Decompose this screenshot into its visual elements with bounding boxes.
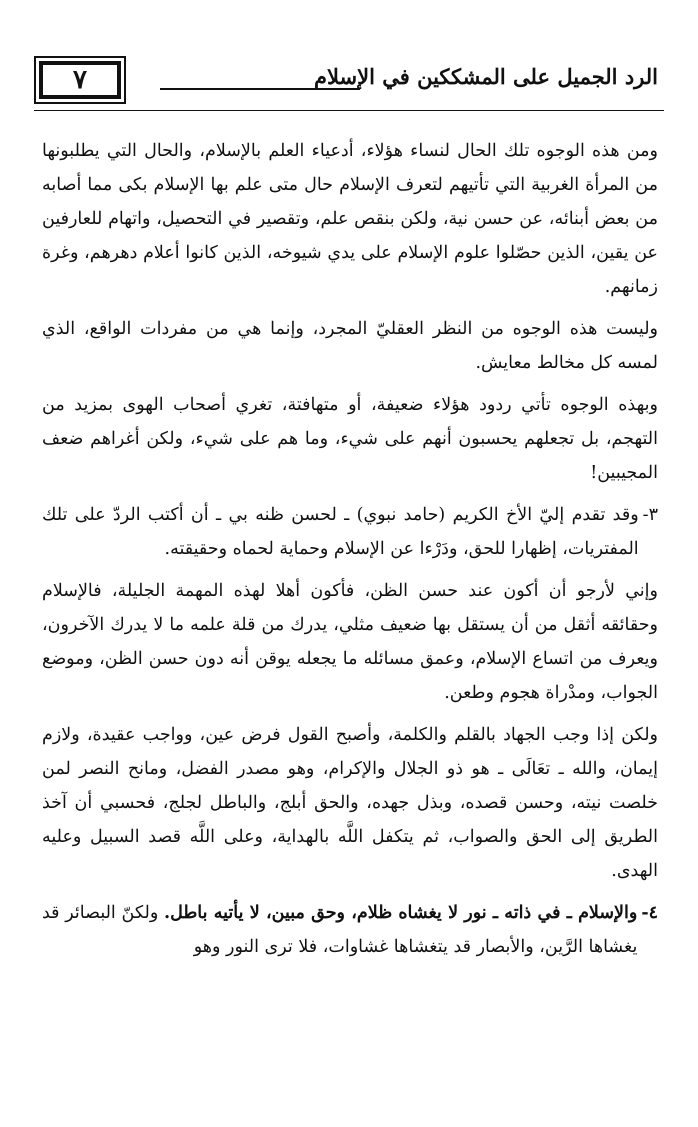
list-item-4 (42, 896, 658, 964)
list-number-3: ٣- (642, 505, 658, 525)
list-text-4 (42, 896, 637, 964)
list-number-4: ٤- (641, 903, 658, 923)
list-text-3: وقد تقدم إليّ الأخ الكريم (حامد نبوي) ـ لحسن ظنه بي ـ أن أكتب الردّ على تلك المفتريات، إظهارا للحق، ودَرْءا عن الإسلام وحماية لحماه وحقيقته. (42, 505, 639, 559)
paragraph-1: ومن هذه الوجوه تلك الحال لنساء هؤلاء، أدعياء العلم بالإسلام، والحال التي يطلبونها من المرأة الغربية التي تأتيهم لتعرف الإسلام حال متى علم بها الإسلام بكى مما أصابه من بعض أبنائه، عن حسن نية، ولكن بنقص علم، وتقصير في التحصيل، واتهام للعارفين عن يقين، الذين حصّلوا علوم الإسلام على يدي شيوخه، الذين كانوا أعلام دهرهم، وغرة زمانهم. (42, 141, 658, 297)
running-title: الرد الجميل على المشككين في الإسلام (314, 64, 658, 89)
paragraph-5: ولكن إذا وجب الجهاد بالقلم والكلمة، وأصبح القول فرض عين، وواجب عقيدة، ولازم إيمان، والله ـ تعَالَى ـ هو ذو الجلال والإكرام، وهو مصدر الفضل، ومانح النصر لمن خلصت نيته، وحسن قصده، وبذل جهده، والحق أبلج، والباطل لجلج، فحسبي أن آخذ الطريق إلى الحق والصواب، ثم يتكفل اللَّه بالهداية، وعلى اللَّه قصد السبيل وعليه الهدى. (42, 725, 658, 881)
list-text-4-bold: والإسلام ـ في ذاته ـ نور لا يغشاه ظلام، وحق مبين، لا يأتيه باطل. (164, 903, 638, 923)
page-number: ٧ (39, 61, 121, 99)
body-text (42, 134, 658, 972)
page-header (0, 52, 698, 112)
paragraph-4: وإني لأرجو أن أكون عند حسن الظن، فأكون أهلا لهذه المهمة الجليلة، فالإسلام وحقائقه أثقل من أن يستقل بها ضعيف مثلي، يدرك من قلة علمه ما لا يدرك الآخرون، ويعرف من اتساع الإسلام، وعمق مسائله ما يجعله يوقن أنه دون حسن الظن، وموضع الجواب، ومدْراة هجوم وطعن. (42, 581, 658, 703)
page-number-frame (34, 56, 126, 104)
list-item-3 (42, 498, 658, 566)
paragraph-2: وليست هذه الوجوه من النظر العقليّ المجرد، وإنما هي من مفردات الواقع، الذي لمسه كل مخالط معايش. (42, 319, 658, 373)
paragraph-3: وبهذه الوجوه تأتي ردود هؤلاء ضعيفة، أو متهافتة، تغري أصحاب الهوى بمزيد من التهجم، بل تجعلهم يحسبون أنهم على شيء، وما هم على شيء، ولكن أغراهم ضعف المجيبين! (42, 395, 658, 483)
header-rule (34, 110, 664, 111)
list-text-4-rest: ولكنّ البصائر قد يغشاها الرَّين، والأبصار قد يتغشاها غشاوات، فلا ترى النور وهو (42, 903, 638, 957)
